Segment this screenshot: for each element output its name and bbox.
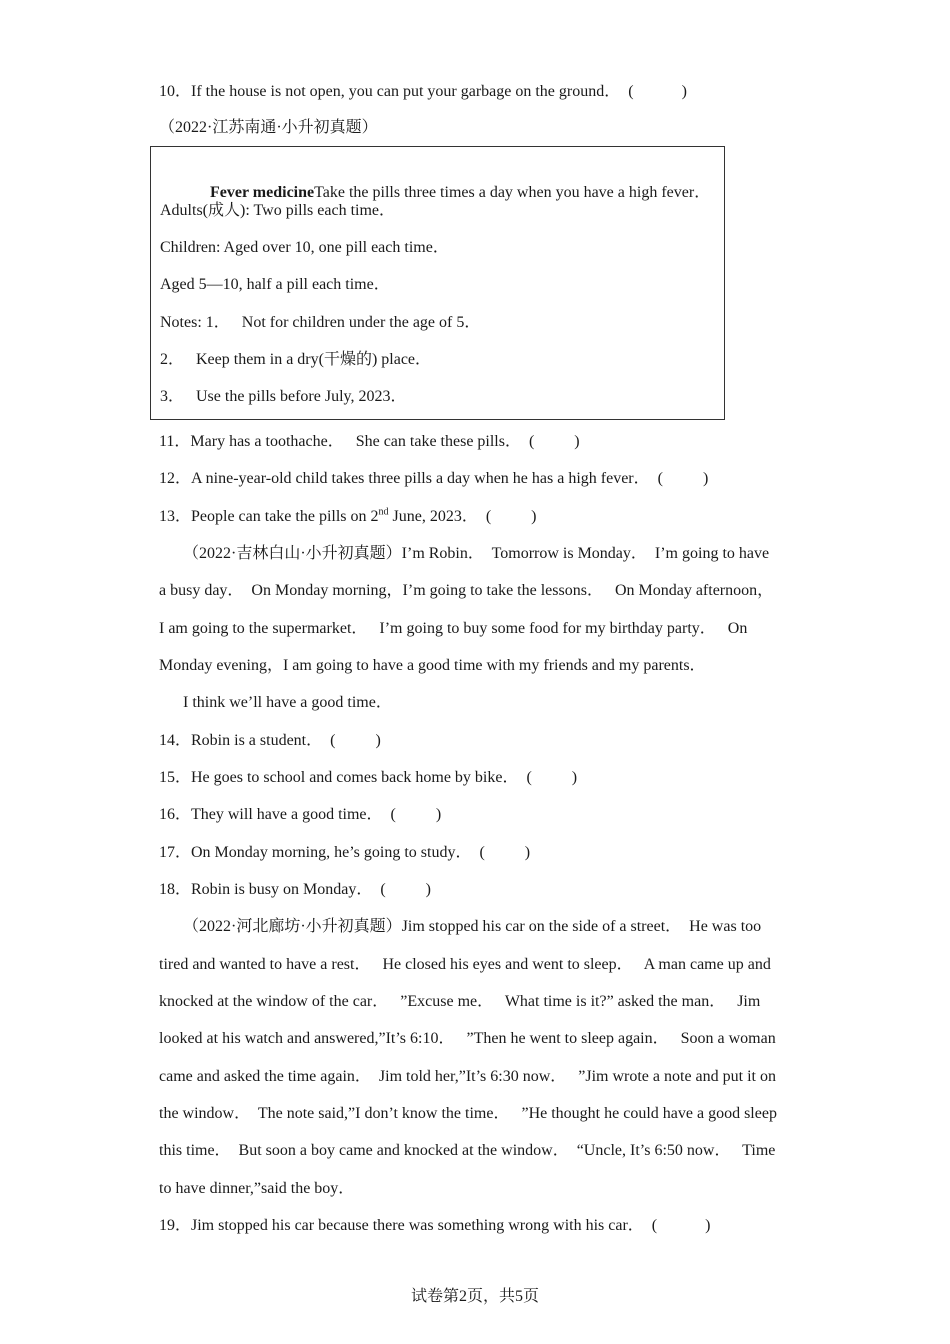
passage3-line: tired and wanted to have a rest． He closed his eyes and went to sleep． A man came up and: [159, 956, 771, 973]
notice-line-aged: Aged 5—10, half a pill each time．: [160, 276, 390, 293]
notice-title-rest: Take the pills three times a day when you have a high fever．: [314, 184, 711, 201]
question-19: 19．Jim stopped his car because there was something wrong with his car． ( ): [159, 1217, 711, 1234]
passage2-line: a busy day． On Monday morning，I’m going to take the lessons． On Monday afternoon，: [159, 582, 774, 599]
question-13: [159, 507, 537, 527]
notice-line-note1: Notes: 1． Not for children under the age of 5．: [160, 314, 481, 331]
passage2-line: I think we’ll have a good time．: [159, 694, 392, 711]
question-14: 14．Robin is a student． ( ): [159, 732, 381, 749]
passage3-line: （2022·河北廊坊·小升初真题）Jim stopped his car on the side of a street． He was too: [159, 918, 762, 935]
notice-line-children: Children: Aged over 10, one pill each time．: [160, 239, 449, 256]
notice-title: Fever medicine: [210, 184, 315, 201]
passage3-line: knocked at the window of the car． ”Excuse me． What time is it?” asked the man． Jim: [159, 993, 761, 1010]
question-12: 12．A nine-year-old child takes three pills a day when he has a high fever． ( ): [159, 470, 709, 487]
passage2-line: （2022·吉林白山·小升初真题）I’m Robin． Tomorrow is Monday． I’m going to have: [159, 545, 770, 562]
passage3-line: looked at his watch and answered,”It’s 6:10． ”Then he went to sleep again． Soon a woman: [159, 1030, 776, 1047]
notice-line-adults: Adults(成人): Two pills each time．: [160, 202, 396, 219]
passage3-line: the window． The note said,”I don’t know the time． ”He thought he could have a good sleep: [159, 1105, 777, 1122]
passage2-line: I am going to the supermarket． I’m going to buy some food for my birthday party． On: [159, 620, 748, 637]
q13-text-before: 13．People can take the pills on 2: [159, 508, 379, 525]
question-10: 10．If the house is not open, you can put your garbage on the ground． ( ): [159, 83, 687, 100]
medicine-notice-box: [150, 146, 725, 420]
question-16: 16．They will have a good time． ( ): [159, 806, 442, 823]
question-17: 17．On Monday morning, he’s going to study． ( ): [159, 844, 531, 861]
page-footer: 试卷第2页，共5页: [410, 1288, 539, 1305]
passage3-line: to have dinner,”said the boy．: [159, 1180, 355, 1197]
passage3-line: came and asked the time again． Jim told her,”It’s 6:30 now． ”Jim wrote a note and put it on: [159, 1068, 776, 1085]
question-18: 18．Robin is busy on Monday． ( ): [159, 881, 432, 898]
passage3-line: this time． But soon a boy came and knocked at the window． “Uncle, It’s 6:50 now． Time: [159, 1142, 776, 1159]
question-11: 11．Mary has a toothache． She can take these pills． ( ): [159, 433, 580, 450]
q13-superscript: nd: [378, 506, 389, 518]
notice-line-note3: 3． Use the pills before July, 2023．: [160, 388, 407, 405]
question-15: 15．He goes to school and comes back home by bike． ( ): [159, 769, 578, 786]
notice-line-note2: 2． Keep them in a dry(干燥的) place．: [160, 351, 432, 368]
source-label-nantong: （2022·江苏南通·小升初真题）: [159, 119, 378, 136]
passage2-line: Monday evening，I am going to have a good time with my friends and my parents．: [159, 657, 706, 674]
q13-text-after: June, 2023． ( ): [388, 508, 537, 525]
